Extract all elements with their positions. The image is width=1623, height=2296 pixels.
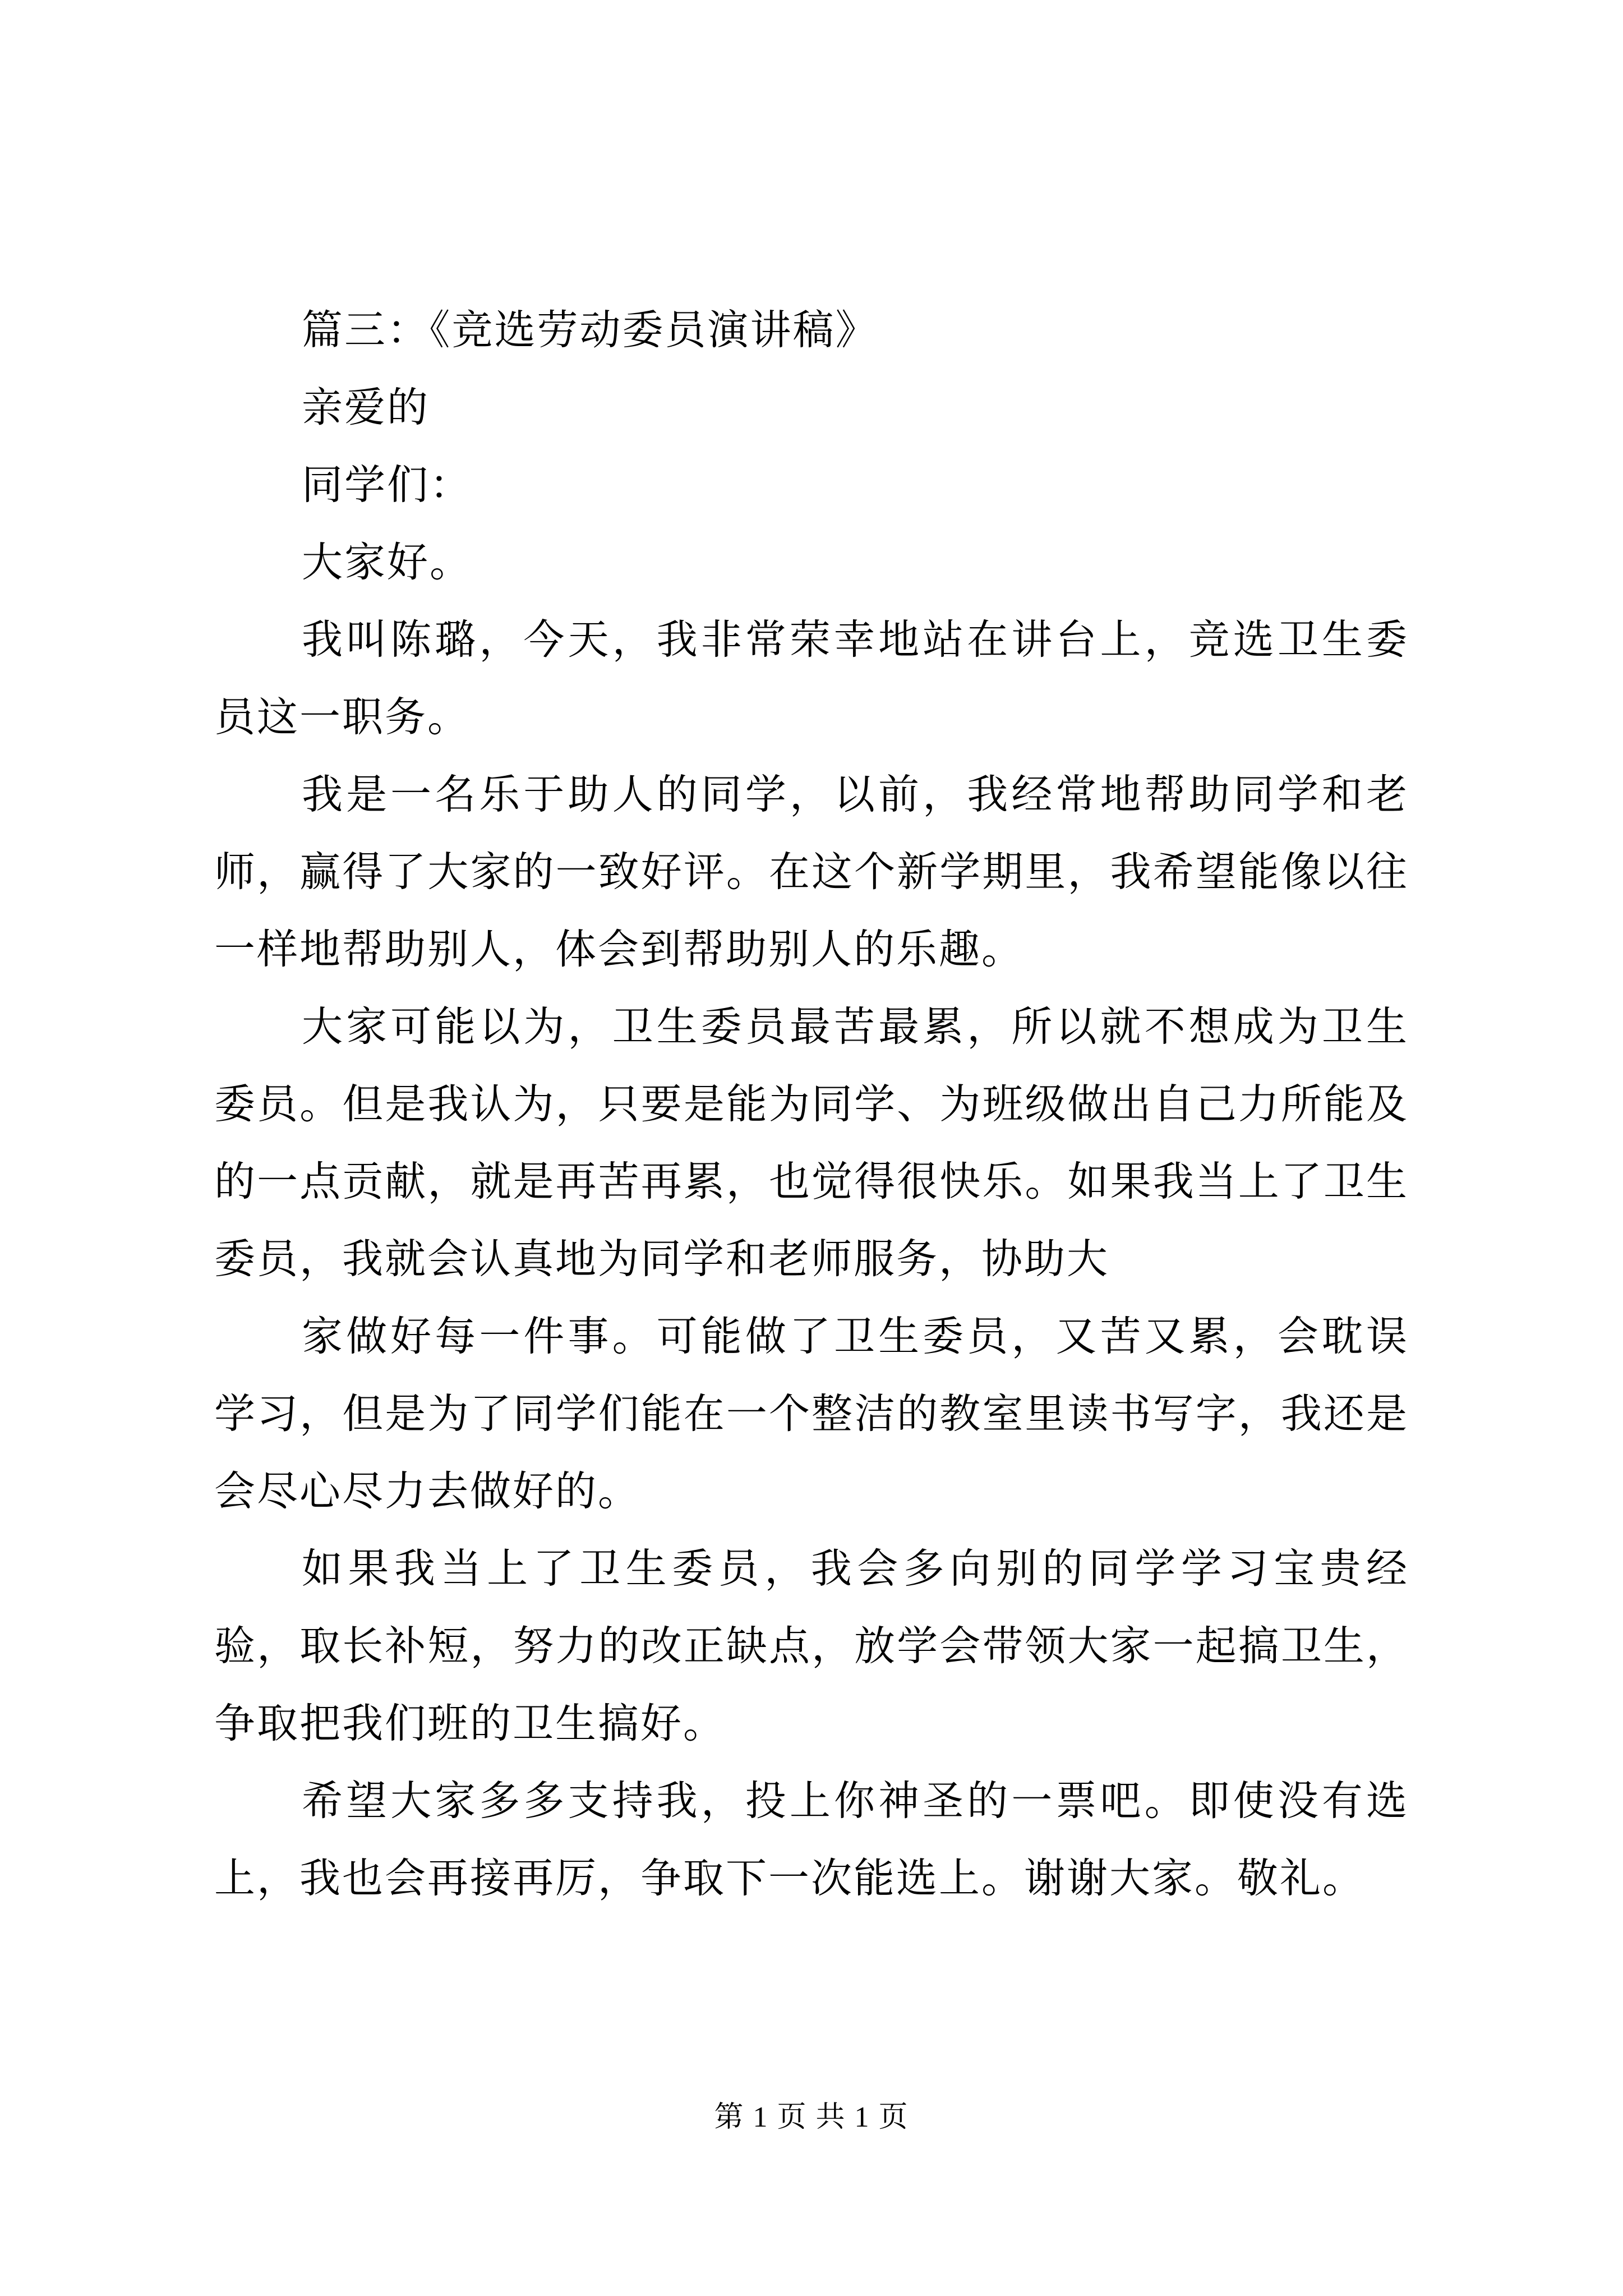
paragraph-body: 大家可能以为，卫生委员最苦最累，所以就不想成为卫生委员。但是我认为，只要是能为同学、为班级做出自己力所能及的一点贡献，就是再苦再累，也觉得很快乐。如果我当上了卫生委员，我就会认真地为同学和老师服务，协助大 — [214, 1003, 1409, 1283]
page-number-label: 第 1 页 共 1 页 — [714, 2101, 909, 2133]
paragraph-body: 我叫陈璐，今天，我非常荣幸地站在讲台上，竞选卫生委员这一职务。 — [214, 616, 1409, 741]
paragraph-body: 家做好每一件事。可能做了卫生委员，又苦又累，会耽误学习，但是为了同学们能在一个整洁的教室里读书写字，我还是会尽心尽力去做好的。 — [214, 1313, 1409, 1515]
paragraph-title: 篇三：《竞选劳动委员演讲稿》 — [302, 306, 878, 354]
paragraph-closing: 希望大家多多支持我，投上你神圣的一票吧。即使没有选上，我也会再接再厉，争取下一次能选上。谢谢大家。敬礼。 — [214, 1777, 1409, 1902]
paragraph-salutation-2: 同学们： — [302, 461, 472, 509]
page-footer — [0, 2098, 1623, 2137]
paragraph-body: 我是一名乐于助人的同学，以前，我经常地帮助同学和老师，赢得了大家的一致好评。在这个新学期里，我希望能像以往一样地帮助别人，体会到帮助别人的乐趣。 — [214, 771, 1409, 973]
document-body — [214, 292, 1409, 1917]
paragraph-body: 如果我当上了卫生委员，我会多向别的同学学习宝贵经验，取长补短，努力的改正缺点，放学会带领大家一起搞卫生，争取把我们班的卫生搞好。 — [214, 1545, 1409, 1747]
paragraph-salutation-1: 亲爱的 — [302, 384, 430, 431]
paragraph-greeting: 大家好。 — [302, 539, 472, 586]
